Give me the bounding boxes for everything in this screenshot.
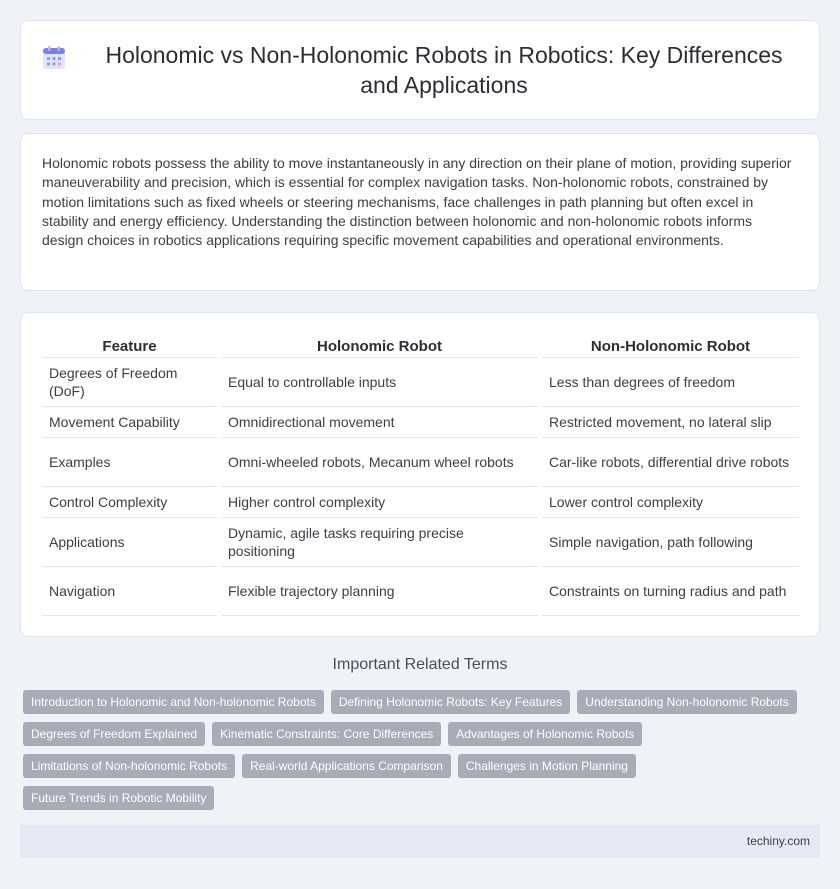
related-term-tag[interactable]: Kinematic Constraints: Core Differences — [212, 722, 441, 746]
table-cell: Restricted movement, no lateral slip — [542, 407, 799, 438]
table-row — [42, 487, 799, 518]
calendar-icon — [41, 45, 67, 71]
related-terms-list — [23, 690, 813, 810]
comparison-table-card — [20, 312, 820, 637]
related-term-tag[interactable]: Limitations of Non-holonomic Robots — [23, 754, 235, 778]
table-row — [42, 438, 799, 487]
table-cell: Examples — [42, 438, 217, 487]
table-cell: Car-like robots, differential drive robots — [542, 438, 799, 487]
table-cell: Simple navigation, path following — [542, 518, 799, 567]
table-cell: Flexible trajectory planning — [221, 567, 538, 616]
table-row — [42, 567, 799, 616]
table-cell: Lower control complexity — [542, 487, 799, 518]
intro-card — [20, 133, 820, 291]
related-term-tag[interactable]: Advantages of Holonomic Robots — [448, 722, 642, 746]
column-header: Holonomic Robot — [221, 334, 538, 358]
footer-site-link[interactable]: techiny.com — [746, 834, 810, 848]
table-cell: Omni-wheeled robots, Mecanum wheel robots — [221, 438, 538, 487]
table-row — [42, 518, 799, 567]
table-cell: Dynamic, agile tasks requiring precise positioning — [221, 518, 538, 567]
related-term-tag[interactable]: Real-world Applications Comparison — [242, 754, 451, 778]
table-cell: Equal to controllable inputs — [221, 358, 538, 407]
table-cell: Omnidirectional movement — [221, 407, 538, 438]
footer — [20, 825, 820, 858]
table-row — [42, 358, 799, 407]
table-cell: Degrees of Freedom (DoF) — [42, 358, 217, 407]
table-cell: Less than degrees of freedom — [542, 358, 799, 407]
table-cell: Navigation — [42, 567, 217, 616]
related-term-tag[interactable]: Understanding Non-holonomic Robots — [577, 690, 796, 714]
column-header: Feature — [42, 334, 217, 358]
table-cell: Applications — [42, 518, 217, 567]
page-title: Holonomic vs Non-Holonomic Robots in Robotics: Key Differences and Applications — [105, 42, 783, 98]
related-term-tag[interactable]: Challenges in Motion Planning — [458, 754, 636, 778]
related-terms-title: Important Related Terms — [332, 656, 508, 673]
column-header: Non-Holonomic Robot — [542, 334, 799, 358]
table-cell: Control Complexity — [42, 487, 217, 518]
comparison-table — [42, 334, 799, 616]
table-header-row — [42, 334, 799, 358]
intro-paragraph: Holonomic robots possess the ability to move instantaneously in any direction on their plane of motion, providing superior maneuverability and precision, which is essential for complex navigation tasks. Non-holonomic robots, constrained by motion limitations such as fixed wheels or steering mechanisms, face challenges in path planning but often excel in stability and energy efficiency. Understanding the distinction between holonomic and non-holonomic robots informs design choices in robotics applications requiring specific movement capabilities and operational environments. — [42, 155, 792, 249]
related-term-tag[interactable]: Defining Holonomic Robots: Key Features — [331, 690, 570, 714]
related-term-tag[interactable]: Degrees of Freedom Explained — [23, 722, 205, 746]
table-row — [42, 407, 799, 438]
table-cell: Constraints on turning radius and path — [542, 567, 799, 616]
table-cell: Movement Capability — [42, 407, 217, 438]
related-term-tag[interactable]: Future Trends in Robotic Mobility — [23, 786, 214, 810]
header-card — [20, 20, 820, 120]
related-term-tag[interactable]: Introduction to Holonomic and Non-holonomic Robots — [23, 690, 324, 714]
table-cell: Higher control complexity — [221, 487, 538, 518]
